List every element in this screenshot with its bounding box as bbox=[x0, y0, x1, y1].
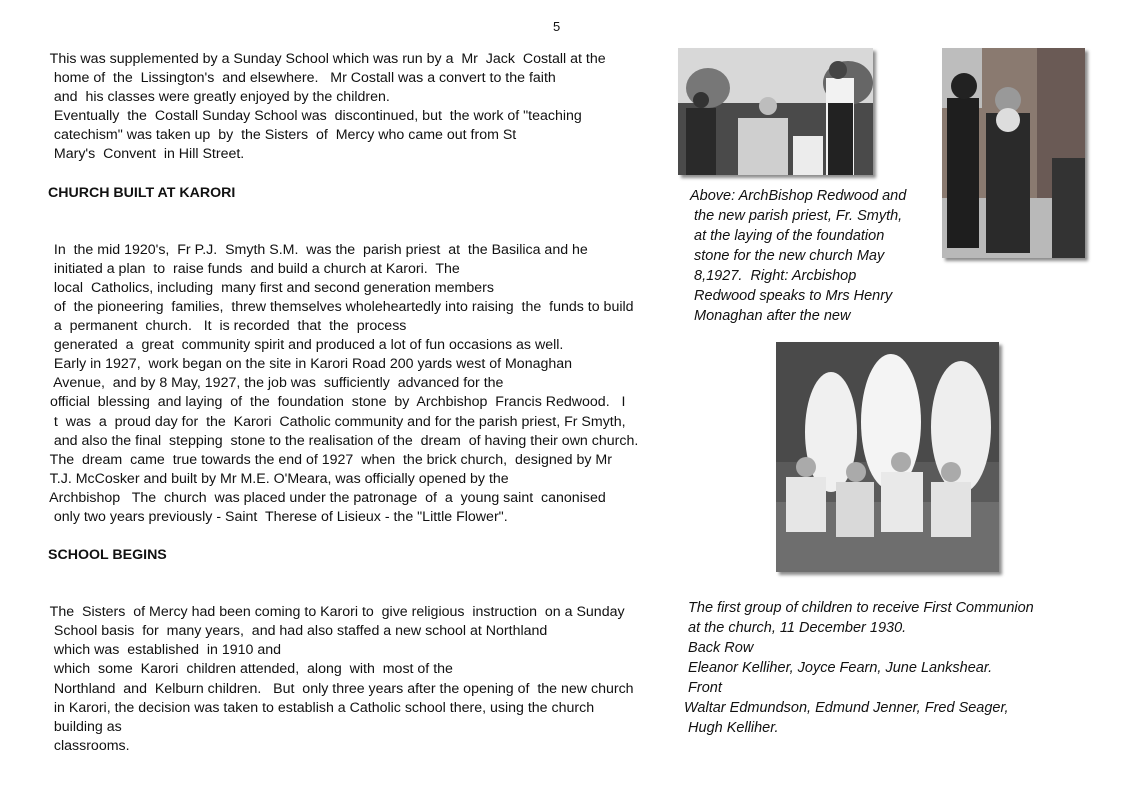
photo-first-communion bbox=[776, 342, 999, 572]
paragraph-line: a permanent church. It is recorded that the process bbox=[46, 318, 407, 335]
paragraph-line: building as bbox=[46, 718, 122, 735]
section-gap bbox=[46, 527, 686, 546]
paragraph-line: In the mid 1920's, Fr P.J. Smyth S.M. was the parish priest at the Basilica and he bbox=[46, 241, 588, 258]
paragraph-line: The Sisters of Mercy had been coming to Karori to give religious instruction on a Sunday bbox=[46, 604, 625, 621]
section-gap bbox=[46, 565, 686, 584]
paragraph-line: local Catholics, including many first and second generation members bbox=[46, 279, 494, 296]
caption-line: the new parish priest, Fr. Smyth, bbox=[690, 208, 903, 224]
paragraph-line: generated a great community spirit and produced a lot of fun occasions as well. bbox=[46, 337, 564, 354]
paragraph-line: in Karori, the decision was taken to establish a Catholic school there, using the church bbox=[46, 699, 595, 716]
paragraph-line: t was a proud day for the Karori Catholic community and for the parish priest, Fr Smyth, bbox=[46, 413, 626, 430]
paragraph-line: initiated a plan to raise funds and build a church at Karori. The bbox=[46, 260, 460, 277]
caption-line: Redwood speaks to Mrs Henry bbox=[690, 288, 893, 304]
paragraph-line: Archbishop The church was placed under the patronage of a young saint canonised bbox=[46, 489, 606, 506]
section-gap bbox=[46, 165, 686, 184]
paragraph-line: official blessing and laying of the foundation stone by Archbishop Francis Redwood. I bbox=[46, 394, 626, 411]
section-heading: CHURCH BUILT AT KARORI bbox=[48, 184, 236, 201]
photo-archbishop-speaks bbox=[942, 48, 1085, 258]
paragraph-line: home of the Lissington's and elsewhere. Mr Costall was a convert to the faith bbox=[46, 70, 556, 87]
caption-line: Hugh Kelliher. bbox=[684, 720, 779, 736]
caption-line: Monaghan after the new bbox=[690, 308, 851, 324]
caption-first-communion bbox=[684, 598, 1034, 738]
paragraph-line: and also the final stepping stone to the realisation of the dream of having their own church. bbox=[46, 432, 639, 449]
paragraph-line: of the pioneering families, threw themselves wholeheartedly into raising the funds to build bbox=[46, 298, 634, 315]
section-heading: SCHOOL BEGINS bbox=[48, 547, 167, 564]
section-gap bbox=[46, 222, 686, 241]
caption-foundation-photos bbox=[690, 186, 906, 326]
caption-line: stone for the new church May bbox=[690, 248, 885, 264]
caption-line: Back Row bbox=[684, 640, 754, 656]
caption-line: Front bbox=[684, 680, 722, 696]
caption-line: Waltar Edmundson, Edmund Jenner, Fred Seager, bbox=[684, 700, 1009, 716]
page-number: 5 bbox=[553, 19, 561, 34]
caption-line: at the laying of the foundation bbox=[690, 228, 885, 244]
paragraph-line: T.J. McCosker and built by Mr M.E. O'Meara, was officially opened by the bbox=[46, 470, 509, 487]
paragraph-line: which was established in 1910 and bbox=[46, 642, 282, 659]
caption-line: at the church, 11 December 1930. bbox=[684, 620, 907, 636]
caption-line: The first group of children to receive First Communion bbox=[684, 600, 1034, 616]
paragraph-line: Northland and Kelburn children. But only three years after the opening of the new church bbox=[46, 680, 634, 697]
caption-line: 8,1927. Right: Arcbishop bbox=[690, 268, 857, 284]
section-gap bbox=[46, 584, 686, 603]
paragraph-line: Early in 1927, work began on the site in Karori Road 200 yards west of Monaghan bbox=[46, 356, 573, 373]
section-gap bbox=[46, 203, 686, 222]
photo-foundation-stone bbox=[678, 48, 873, 175]
paragraph-line: and his classes were greatly enjoyed by the children. bbox=[46, 89, 390, 106]
article-body bbox=[46, 50, 686, 756]
paragraph-line: which some Karori children attended, along with most of the bbox=[46, 661, 453, 678]
paragraph-line: The dream came true towards the end of 1927 when the brick church, designed by Mr bbox=[46, 451, 612, 468]
paragraph-line: only two years previously - Saint Therese of Lisieux - the "Little Flower". bbox=[46, 508, 508, 525]
paragraph-line: catechism" was taken up by the Sisters of Mercy who came out from St bbox=[46, 127, 517, 144]
paragraph-line: Eventually the Costall Sunday School was discontinued, but the work of "teaching bbox=[46, 108, 582, 125]
paragraph-line: Avenue, and by 8 May, 1927, the job was sufficiently advanced for the bbox=[46, 375, 504, 392]
paragraph-line: classrooms. bbox=[46, 737, 130, 754]
paragraph-line: This was supplemented by a Sunday School which was run by a Mr Jack Costall at the bbox=[46, 51, 606, 67]
caption-line: Eleanor Kelliher, Joyce Fearn, June Lankshear. bbox=[684, 660, 993, 676]
paragraph-line: Mary's Convent in Hill Street. bbox=[46, 146, 245, 163]
paragraph-line: School basis for many years, and had also staffed a new school at Northland bbox=[46, 623, 548, 640]
caption-line: Above: ArchBishop Redwood and bbox=[690, 188, 907, 204]
